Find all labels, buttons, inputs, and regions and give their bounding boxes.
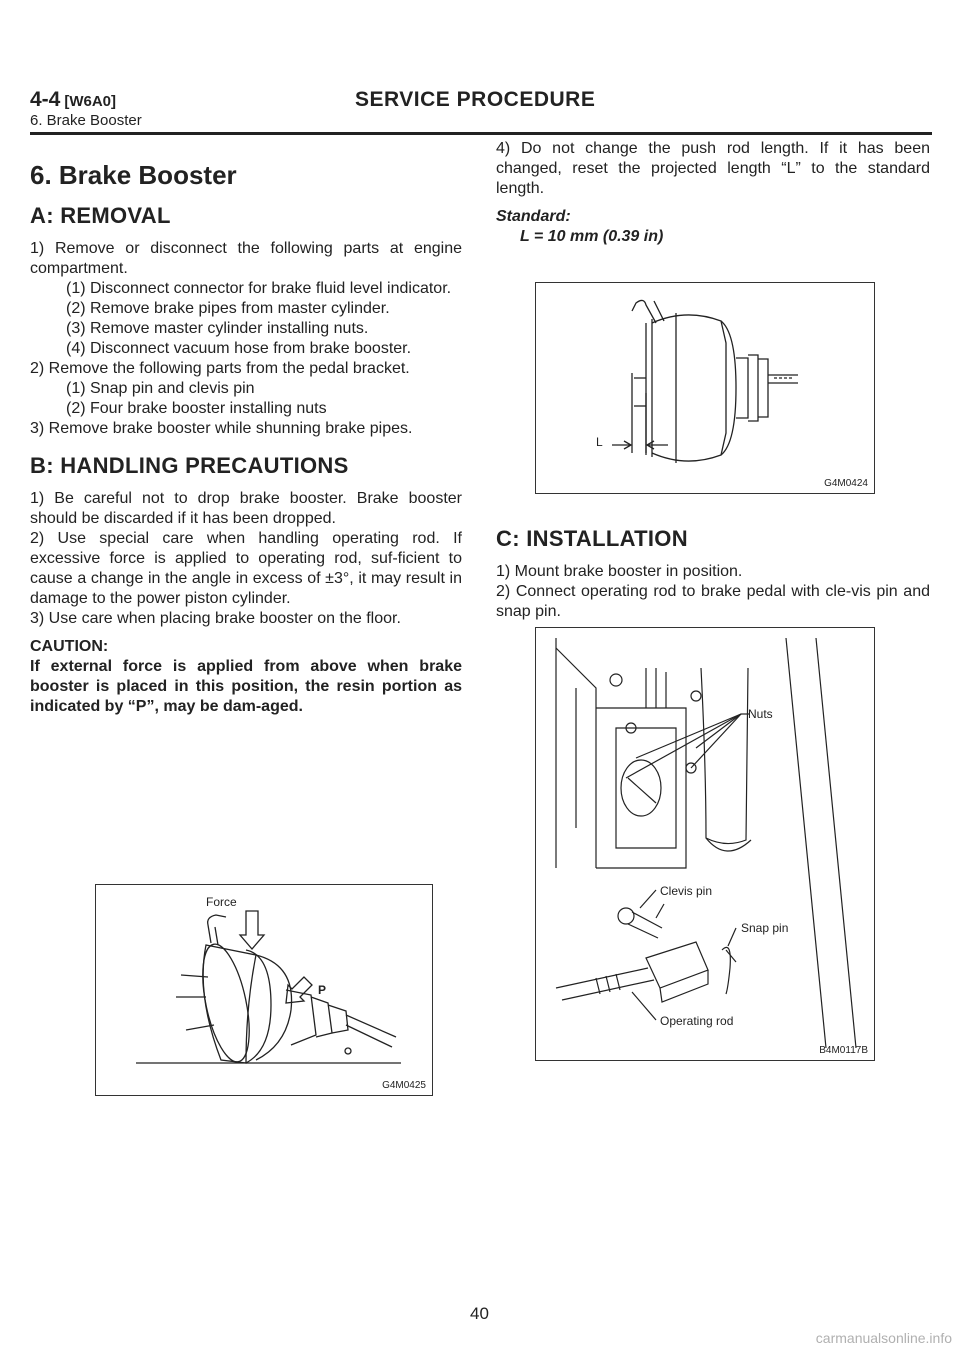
watermark: carmanualsonline.info <box>815 1330 952 1346</box>
removal-step-1-3: (3) Remove master cylinder installing nuts. <box>66 320 369 337</box>
handling-step-3: 3) Use care when placing brake booster on the floor. <box>30 610 401 627</box>
left-column <box>30 160 462 717</box>
removal-step-2-1: (1) Snap pin and clevis pin <box>66 380 255 397</box>
caution-title: CAUTION: <box>30 638 109 655</box>
installation-heading: C: INSTALLATION <box>496 526 688 551</box>
l-label: L <box>596 435 603 449</box>
installation-step-1: 1) Mount brake booster in position. <box>496 563 743 580</box>
removal-step-1: 1) Remove or disconnect the following parts at engine compartment. <box>30 240 462 277</box>
handling-step-1: 1) Be careful not to drop brake booster. Brake booster should be discarded if it has been dropped. <box>30 490 462 527</box>
nuts-label: Nuts <box>748 707 773 721</box>
caution-text: If external force is applied from above when brake booster is placed in this position, the resin portion as indicated by “P”, may be dam-aged. <box>30 658 462 715</box>
booster-force-illustration <box>96 885 432 1095</box>
spacer <box>30 439 462 447</box>
header-code-sub: [W6A0] <box>64 93 117 110</box>
page-number: 40 <box>470 1304 489 1323</box>
right-column <box>496 139 930 247</box>
figure-installation <box>535 627 875 1061</box>
header-rule <box>30 132 932 135</box>
removal-step-2: 2) Remove the following parts from the pedal bracket. <box>30 360 410 377</box>
header-code <box>30 88 116 112</box>
removal-heading: A: REMOVAL <box>30 203 171 228</box>
spacer <box>30 629 462 637</box>
spacer <box>496 199 930 207</box>
figure-id: G4M0425 <box>382 1080 426 1091</box>
installation-illustration <box>536 628 874 1060</box>
header-code-main: 4-4 <box>30 88 61 111</box>
standard-label: Standard: <box>496 208 571 225</box>
figure-id: G4M0424 <box>824 478 868 489</box>
removal-step-4: 4) Do not change the push rod length. If it has been changed, reset the projected length “L” to the standard length. <box>496 140 930 197</box>
handling-heading: B: HANDLING PRECAUTIONS <box>30 453 349 478</box>
header-title: SERVICE PROCEDURE <box>355 88 596 111</box>
removal-step-3: 3) Remove brake booster while shunning brake pipes. <box>30 420 413 437</box>
standard-value: L = 10 mm (0.39 in) <box>520 228 664 245</box>
operating-rod-label: Operating rod <box>660 1014 734 1028</box>
push-rod-length-illustration <box>536 283 874 493</box>
snap-pin-label: Snap pin <box>741 921 789 935</box>
figure-booster-force <box>95 884 433 1096</box>
page-title: 6. Brake Booster <box>30 160 237 190</box>
removal-step-1-2: (2) Remove brake pipes from master cylinder. <box>66 300 390 317</box>
figure-push-rod-length <box>535 282 875 494</box>
header-section: 6. Brake Booster <box>30 112 142 129</box>
installation-step-2: 2) Connect operating rod to brake pedal with cle-vis pin and snap pin. <box>496 583 930 620</box>
clevis-pin-label: Clevis pin <box>660 884 713 898</box>
removal-step-1-4: (4) Disconnect vacuum hose from brake booster. <box>66 340 412 357</box>
p-label: P <box>318 983 327 997</box>
figure-id: B4M0117B <box>819 1045 868 1056</box>
force-label: Force <box>206 895 237 909</box>
installation-section <box>496 520 930 622</box>
removal-step-2-2: (2) Four brake booster installing nuts <box>66 400 327 417</box>
handling-step-2: 2) Use special care when handling operating rod. If excessive force is applied to operating rod, suf-ficient to cause a change in the angle in excess of ±3°, it may result in damage to the power piston cylinder. <box>30 530 462 607</box>
removal-step-1-1: (1) Disconnect connector for brake fluid level indicator. <box>66 280 452 297</box>
